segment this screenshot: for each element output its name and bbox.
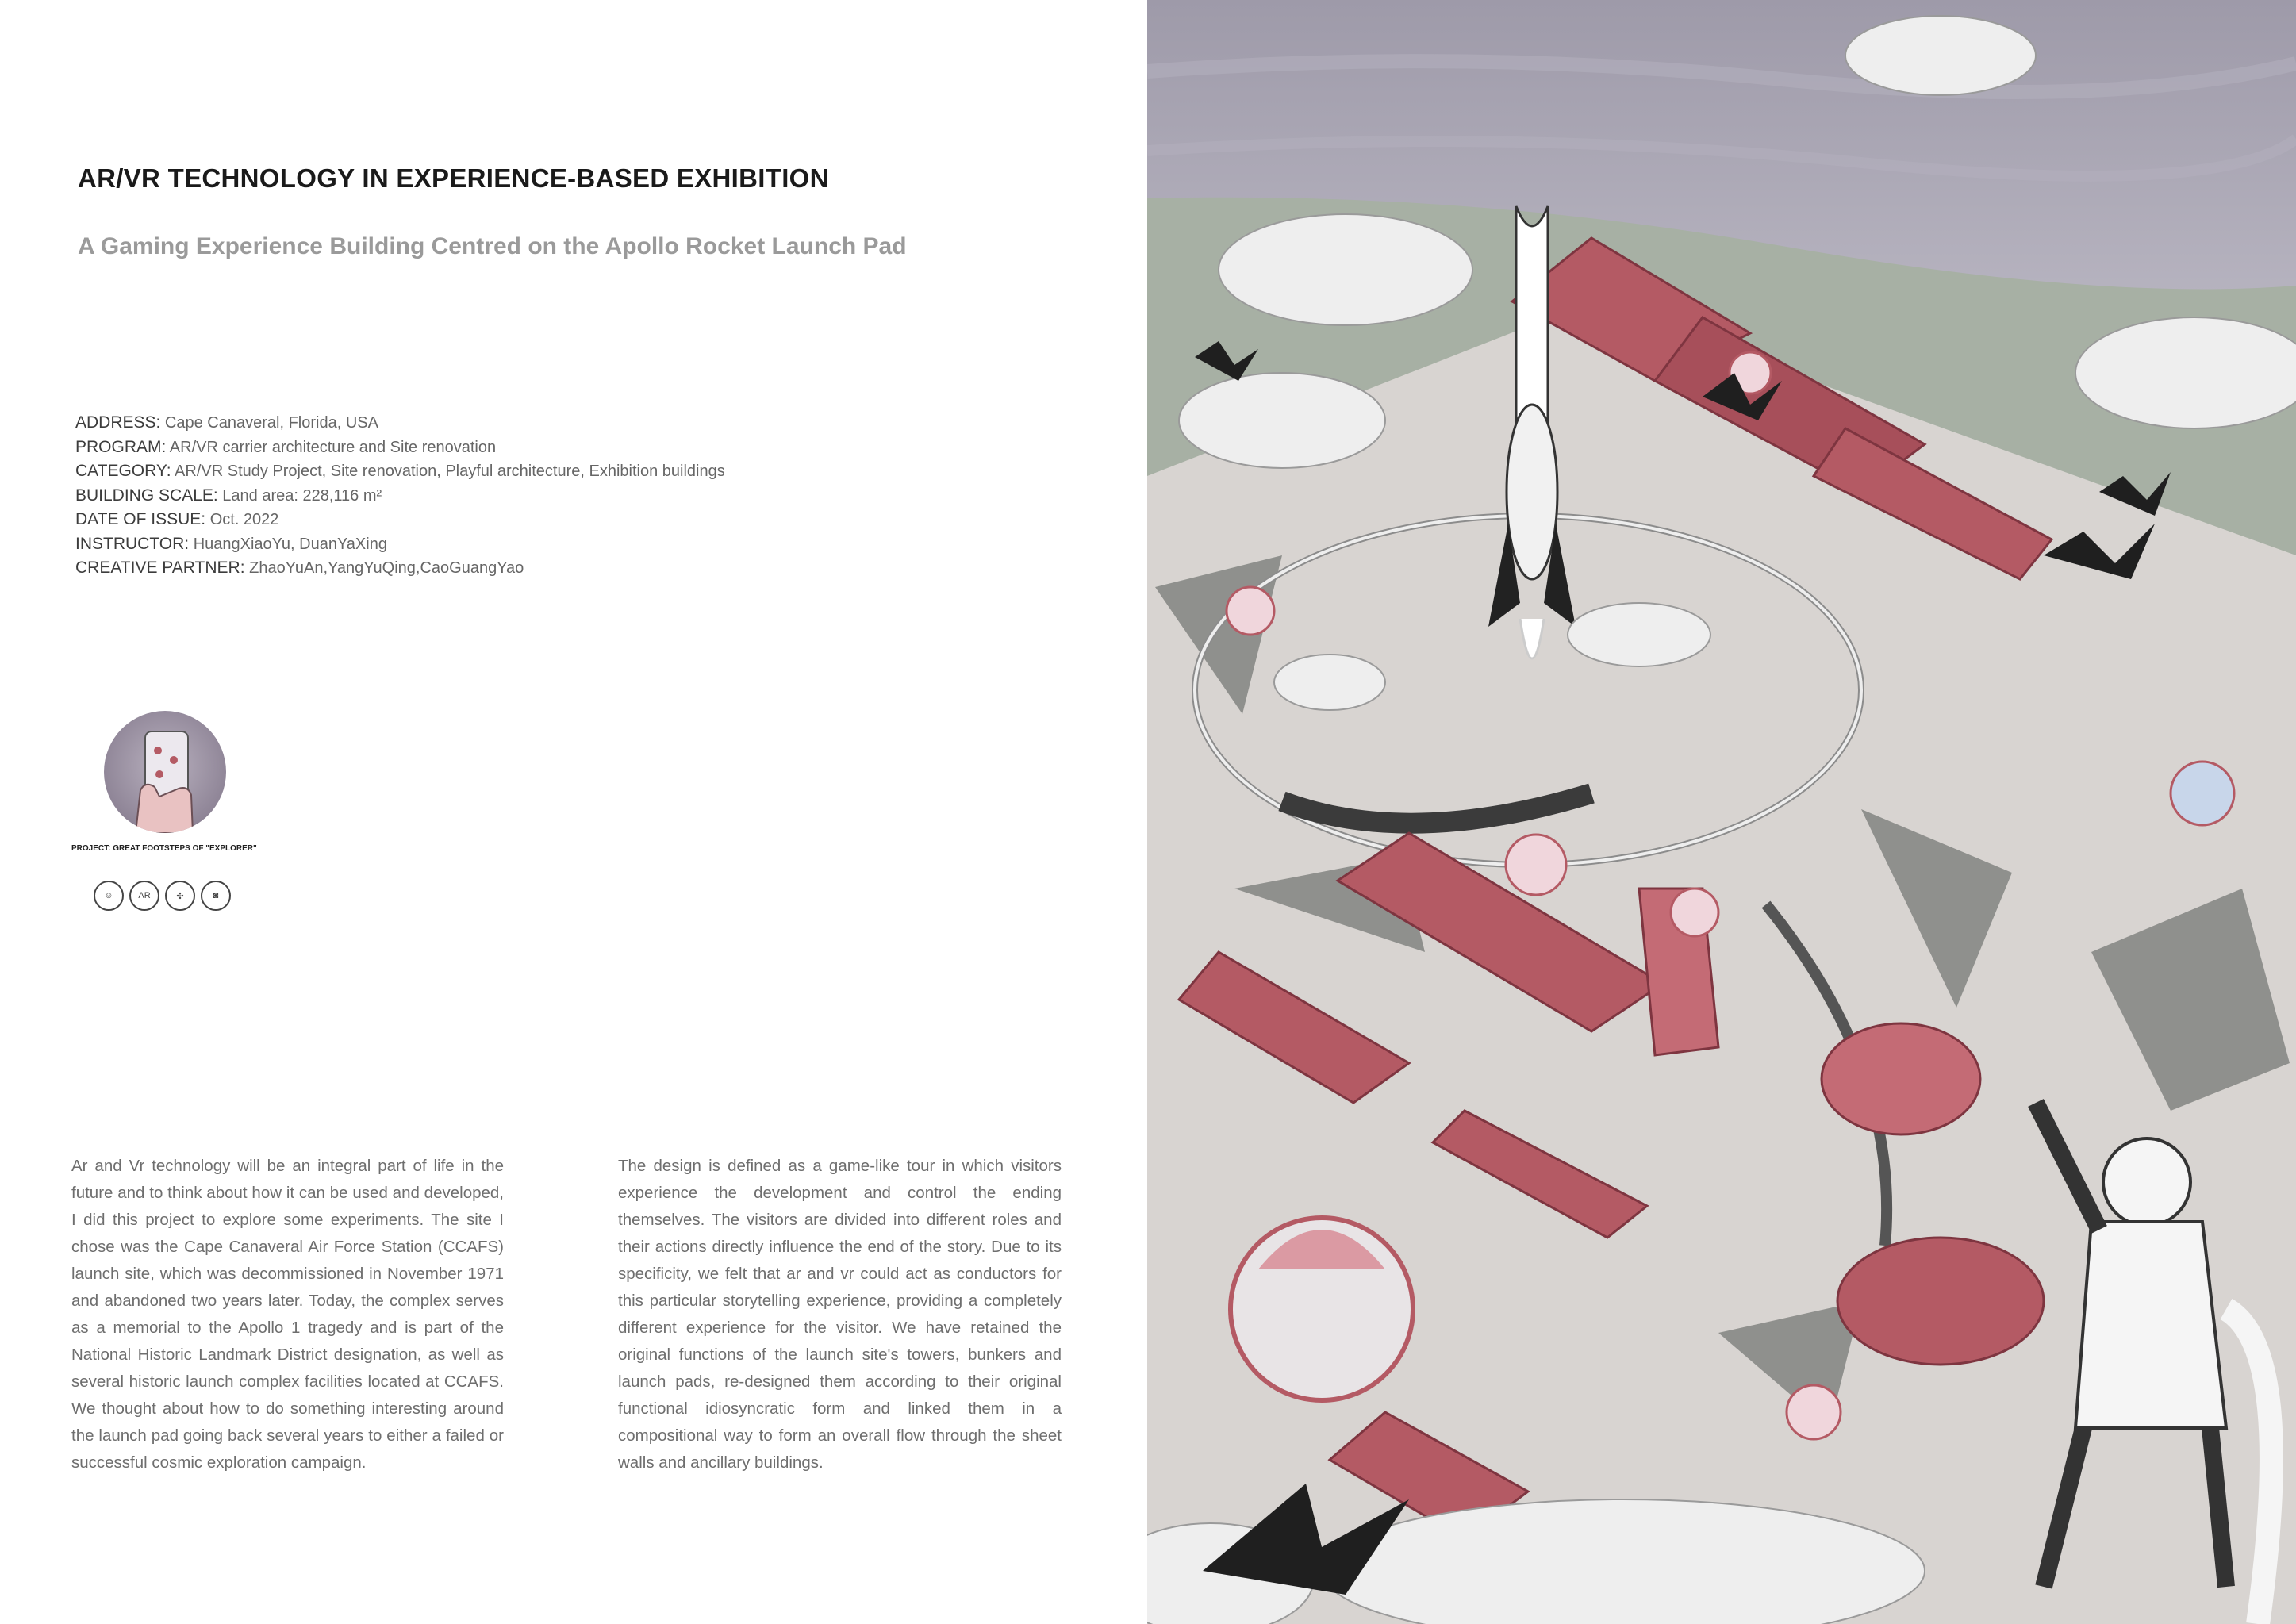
info-building-scale: BUILDING SCALE: Land area: 228,116 m² bbox=[75, 486, 382, 505]
description-right: The design is defined as a game-like tour in which visitors experience the development and control the ending themselves. The visitors are divided into different roles and their actions directly influence the end of the story. Due to its specificity, we felt that ar and vr could act as conductors for this particular storytelling experience, providing a completely different experience for the visitor. We have retained the original functions of the launch site's towers, bunkers and launch pads, re-designed them according to their original functional idiosyncratic form and linked them in a compositional way to form an overall flow through the sheet walls and ancillary buildings. bbox=[618, 1157, 1062, 1472]
info-program: PROGRAM: AR/VR carrier architecture and Site renovation bbox=[75, 437, 497, 456]
phone-hand-illustration bbox=[104, 711, 226, 833]
info-address: ADDRESS: Cape Canaveral, Florida, USA bbox=[75, 413, 378, 432]
info-instructor: INSTRUCTOR: HuangXiaoYu, DuanYaXing bbox=[75, 534, 387, 553]
isometric-site-plan bbox=[1147, 0, 2296, 1624]
ar-icon: AR bbox=[129, 881, 159, 911]
info-category: CATEGORY: AR/VR Study Project, Site renovation, Playful architecture, Exhibition buildings bbox=[75, 462, 725, 480]
feature-icons bbox=[94, 881, 231, 911]
page-subtitle: A Gaming Experience Building Centred on the Apollo Rocket Launch Pad bbox=[78, 233, 907, 259]
camera-icon: ◙ bbox=[201, 881, 231, 911]
drone-icon: ✣ bbox=[165, 881, 195, 911]
project-avatar bbox=[104, 711, 226, 833]
text-panel bbox=[0, 0, 1147, 1624]
info-date: DATE OF ISSUE: Oct. 2022 bbox=[75, 510, 279, 528]
page-title: AR/VR TECHNOLOGY IN EXPERIENCE-BASED EXHIBITION bbox=[78, 163, 829, 193]
description-left: Ar and Vr technology will be an integral part of life in the future and to think about how it can be used and developed, I did this project to explore some experiments. The site I chose was the Cape Canaveral Air Force Station (CCAFS) launch site, which was decommissioned in November 1971 and abandoned two years later. Today, the complex serves as a memorial to the Apollo 1 tragedy and is part of the National Historic Landmark District designation, as well as several historic launch complex facilities located at CCAFS. We thought about how to do something interesting around the launch pad going back several years to either a failed or successful cosmic exploration campaign. bbox=[71, 1157, 504, 1472]
site-illustration bbox=[1147, 0, 2296, 1624]
project-info bbox=[75, 411, 725, 581]
info-creative-partner: CREATIVE PARTNER: ZhaoYuAn,YangYuQing,CaoGuangYao bbox=[75, 559, 524, 577]
project-label: PROJECT: GREAT FOOTSTEPS OF "EXPLORER" bbox=[71, 844, 257, 853]
person-icon: ☺ bbox=[94, 881, 124, 911]
